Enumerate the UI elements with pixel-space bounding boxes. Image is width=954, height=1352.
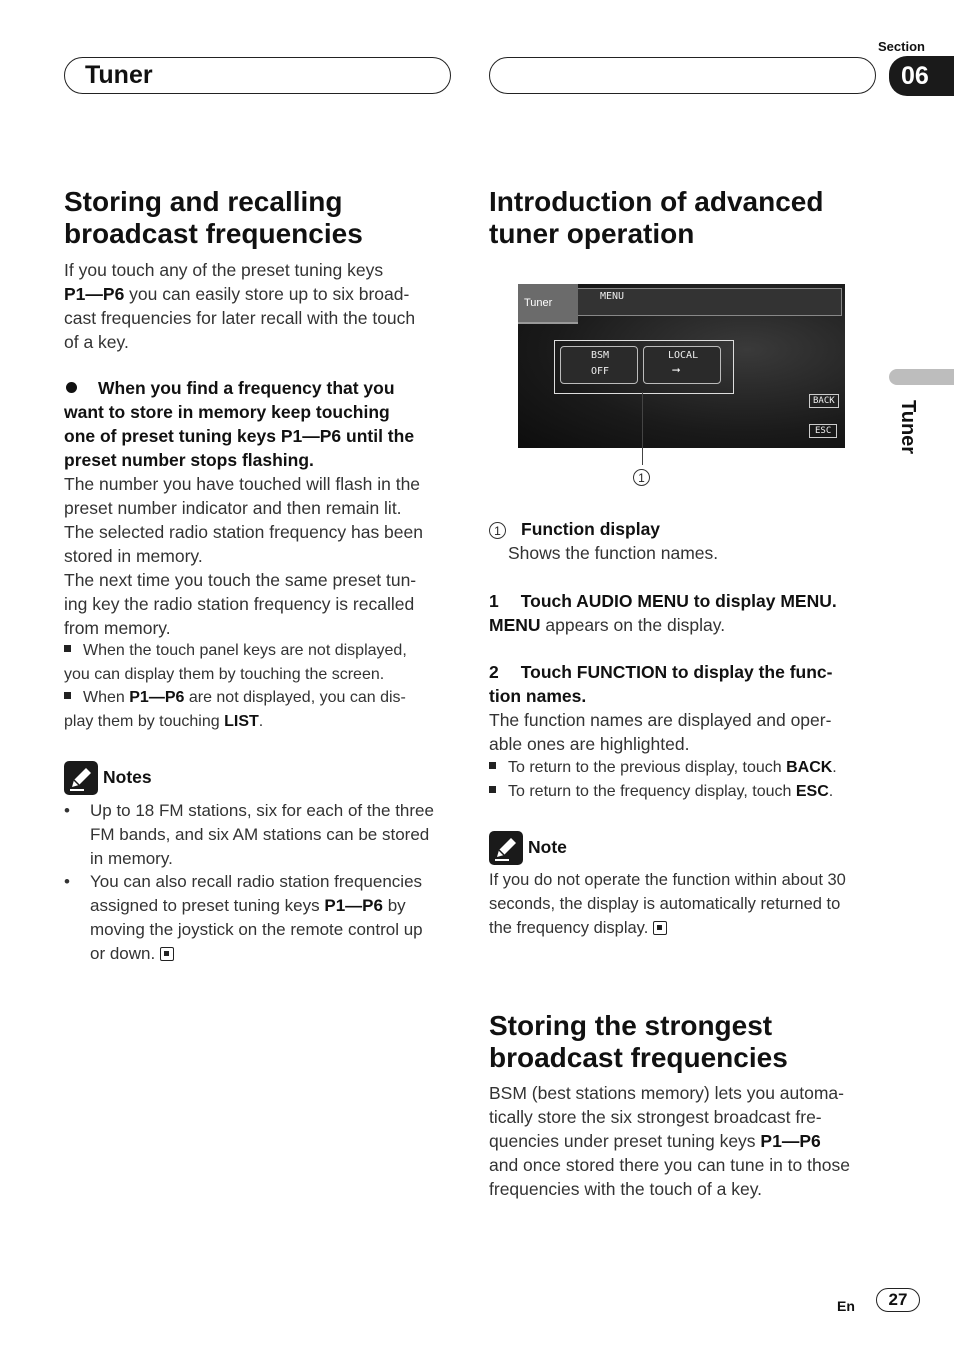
left-intro bbox=[64, 258, 454, 354]
section-number: 06 bbox=[889, 56, 954, 96]
notes-pencil-icon bbox=[64, 761, 98, 795]
callout-marker: 1 bbox=[633, 469, 650, 487]
left-heading-line2: broadcast frequencies bbox=[64, 218, 363, 249]
page-title: Tuner bbox=[85, 61, 153, 89]
screen-esc-button: ESC bbox=[809, 424, 837, 438]
left-heading-line1: Storing and recalling bbox=[64, 186, 343, 217]
left-step-heading: When you find a frequency that you want to store in memory keep touching one of preset tuning keys P1—P6 until the preset number stops flashing. bbox=[64, 378, 415, 470]
right-tip-1: To return to the previous display, touch BACK. bbox=[489, 756, 884, 780]
left-tip-2: When P1—P6 are not displayed, you can dis- play them by touching LIST. bbox=[64, 689, 406, 730]
right-tip-2: To return to the frequency display, touch ESC. bbox=[489, 780, 884, 804]
screen-tab-label: Tuner bbox=[524, 297, 553, 309]
step-1: 1 Touch AUDIO MENU to display MENU. MENU appears on the display. bbox=[489, 591, 837, 635]
square-bullet-icon bbox=[489, 762, 496, 769]
step-2: 2 Touch FUNCTION to display the func- tion names. The function names are displayed and oper- able ones are highlighted. bbox=[489, 662, 833, 754]
left-body: The number you have touched will flash in the preset number indicator and then remain lit. The selected radio station frequency has been stored in memory. The next time you touch the same preset tun- ing key the radio station frequency is recalled from memory. bbox=[64, 474, 423, 638]
side-tab-label: Tuner bbox=[897, 400, 919, 455]
intro-line: of a key. bbox=[64, 332, 129, 352]
note-title: Note bbox=[528, 837, 567, 857]
screen-bsm-button: BSM OFF bbox=[560, 346, 638, 384]
header-right-frame bbox=[489, 57, 876, 94]
right-heading-2: Storing the strongest broadcast frequencies bbox=[489, 1010, 788, 1073]
note-item-2: • You can also recall radio station frequencies assigned to preset tuning keys P1—P6 by moving the joystick on the remote control up or down. bbox=[64, 872, 423, 963]
note-item-1: • Up to 18 FM stations, six for each of the three FM bands, and six AM stations can be stored in memory. bbox=[64, 801, 434, 868]
note-pencil-icon bbox=[489, 831, 523, 865]
screen-menu-label: MENU bbox=[600, 291, 625, 302]
end-stop-icon bbox=[653, 921, 667, 935]
screen-local-button: LOCAL ➞ bbox=[643, 346, 721, 384]
notes-title: Notes bbox=[103, 767, 152, 787]
bullet-dot-icon bbox=[66, 382, 77, 393]
square-bullet-icon bbox=[64, 645, 71, 652]
side-tab-bar bbox=[889, 369, 954, 385]
intro-line: cast frequencies for later recall with the touch bbox=[64, 308, 416, 328]
left-tip-1: When the touch panel keys are not displayed, you can display them by touching the screen. bbox=[64, 642, 407, 683]
intro-line: P1—P6 you can easily store up to six broad- bbox=[64, 284, 410, 304]
note-body: If you do not operate the function within about 30 seconds, the display is automatically returned to the frequency display. bbox=[489, 871, 846, 937]
intro-line: If you touch any of the preset tuning keys bbox=[64, 260, 384, 280]
bsm-paragraph: BSM (best stations memory) lets you automa- tically store the six strongest broadcast fre- quencies under preset tuning keys P1—P6 and once stored there you can tune in to those frequencies with the touch of a key. bbox=[489, 1083, 850, 1199]
end-stop-icon bbox=[160, 947, 174, 961]
tuner-screen-illustration bbox=[518, 284, 845, 448]
left-heading bbox=[64, 186, 464, 250]
function-display-item: 1 Function display Shows the function names. bbox=[489, 517, 879, 565]
right-heading: Introduction of advanced tuner operation bbox=[489, 186, 824, 249]
screen-back-button: BACK bbox=[809, 394, 839, 408]
square-bullet-icon bbox=[489, 786, 496, 793]
section-label: Section bbox=[878, 39, 925, 54]
page-number: 27 bbox=[876, 1288, 920, 1312]
footer-language: En bbox=[837, 1298, 855, 1314]
square-bullet-icon bbox=[64, 692, 71, 699]
callout-leader-line bbox=[642, 392, 643, 465]
